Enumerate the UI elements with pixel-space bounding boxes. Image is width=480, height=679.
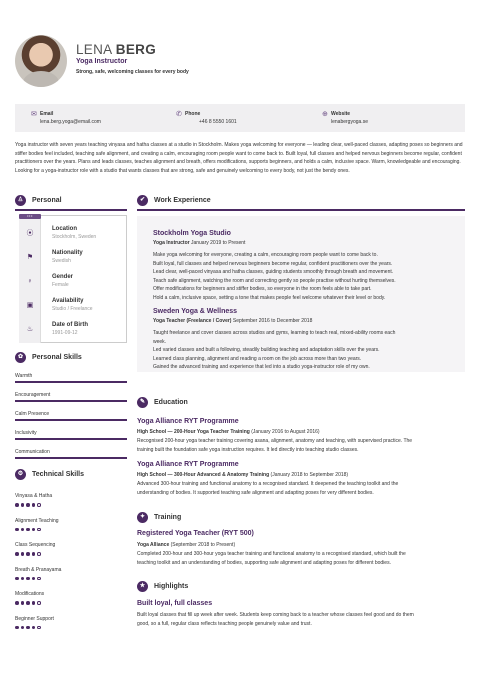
rating-dot [26, 503, 30, 507]
gear-icon: ⚙ [15, 469, 26, 480]
education-title: Yoga Alliance RYT Programme [137, 461, 239, 468]
skill-rating [15, 528, 41, 532]
personal-skills-heading: ✿ Personal Skills [15, 352, 82, 363]
rating-dot [32, 601, 36, 605]
briefcase-icon: ✔ [137, 195, 148, 206]
skills-icon: ✿ [15, 352, 26, 363]
rating-dot [21, 626, 25, 630]
personal-tab: ••• [19, 214, 41, 219]
rating-dot [26, 528, 30, 532]
technical-skill-name: Breath & Pranayama [15, 566, 62, 573]
globe-icon: ⊕ [322, 111, 328, 118]
education-sub: High School — 300-Hour Advanced & Anatomy Training (January 2018 to September 2018) [137, 472, 349, 478]
rating-dot [37, 528, 41, 532]
skill-rating [15, 626, 41, 630]
job-employer: Stockholm Yoga Studio [153, 230, 231, 237]
rating-dot [21, 503, 25, 507]
technical-skill-name: Modifications [15, 591, 45, 597]
highlights-heading: ★ Highlights [137, 581, 188, 592]
graduation-cap-icon: ✎ [137, 397, 148, 408]
technical-skill-name: Alignment Teaching [15, 517, 59, 524]
rating-dot [21, 552, 25, 556]
rating-dot [15, 626, 19, 630]
personal-location: Location Stockholm, Sweden [52, 226, 97, 240]
technical-skills-heading: ⚙ Technical Skills [15, 469, 84, 480]
personal-skill-item: Inclusivity [15, 430, 127, 436]
rating-dot [26, 552, 30, 556]
education-description: Recognised 200-hour yoga teacher training covering asana, alignment, anatomy and teaching, with supervised practice. The training built the foundation safe yoga instruction requires. It led directly into teaching studio classes. [137, 438, 413, 453]
rating-dot [15, 552, 19, 556]
training-heading: ✦ Training [137, 512, 181, 523]
personal-heading: ♙ Personal [15, 195, 62, 206]
rating-dot [21, 528, 25, 532]
certificate-icon: ✦ [137, 512, 148, 523]
envelope-icon: ✉ [31, 111, 37, 118]
rating-dot [32, 626, 36, 630]
person-icon: ♙ [15, 195, 26, 206]
rating-dot [32, 528, 36, 532]
highlight-title: Built loyal, full classes [137, 600, 213, 607]
personal-skill-item: Calm Presence [15, 411, 127, 417]
personal-skill-item: Communication [15, 449, 127, 455]
technical-skill-name: Beginner Support [15, 615, 54, 622]
star-icon: ★ [137, 581, 148, 592]
rating-dot [37, 601, 41, 605]
contact-website: ⊕ Website lenabergyoga.se [322, 111, 368, 125]
contact-phone: ✆ Phone +46 8 5550 1601 [176, 111, 237, 125]
phone-link[interactable]: +46 8 5550 1601 [199, 119, 237, 125]
rating-dot [37, 577, 41, 581]
rating-dot [37, 552, 41, 556]
training-title: Registered Yoga Teacher (RYT 500) [137, 530, 254, 537]
skill-rating [15, 552, 41, 556]
rating-dot [15, 503, 19, 507]
contact-email: ✉ Email lena.berg.yoga@email.com [31, 111, 101, 125]
rating-dot [32, 577, 36, 581]
job-employer: Sweden Yoga & Wellness [153, 308, 238, 315]
profile-photo [15, 35, 67, 87]
rating-dot [21, 601, 25, 605]
rating-dot [26, 626, 30, 630]
rating-dot [15, 601, 19, 605]
personal-nationality: Nationality Swedish [52, 250, 83, 264]
rating-dot [32, 503, 36, 507]
training-sub: Yoga Alliance (September 2018 to Present) [137, 542, 236, 548]
education-description: Advanced 300-hour training and functional anatomy to a recognised standard. It deepened the teaching toolkit and the understanding of bodies. It supported teaching safe alignment and adapting poses for very different bodies. [137, 481, 399, 496]
rating-dot [37, 626, 41, 630]
tagline: Strong, safe, welcoming classes for every body [76, 69, 189, 75]
job-description: Taught freelance and cover classes across studios and gyms, learning to teach real, mixed-ability rooms each week. Led varied classes and built a following, steadily building teaching and adaptation skills over the years. Learned class planning, alignment and reading a room on the job across more than two years. Gained the advanced training and experience that led into a studio yoga-instructor role of my own. [153, 330, 396, 371]
personal-skill-item: Warmth [15, 373, 127, 379]
profile-summary: Yoga instructor with seven years teaching vinyasa and hatha classes at a studio in Stockholm. Makes yoga welcoming for everyone — leading clear, well-paced classes, adapting poses so beginners and stiffer bodies feel included, teaching safe alignment, and creating a calm, encouraging room people want to come back to. Built loyal, full classes and helped nervous beginners become regular, confident practitioners over the years. Plans and leads classes, teaches alignment and breath, offers modifications, supports beginners, and holds a calm, inclusive space. Warm, knowledgeable and encouraging. Looking for a yoga-instructor role with a studio that wants classes that are strong, safe and genuinely welcoming to every body, not just the bendy ones. [15, 142, 463, 174]
skill-rating [15, 503, 41, 507]
skill-rating [15, 577, 41, 581]
rating-dot [37, 503, 41, 507]
cake-icon: ♨ [26, 326, 34, 333]
personal-skill-item: Encouragement [15, 392, 127, 398]
personal-dob: Date of Birth 1991-09-12 [52, 322, 88, 336]
education-heading: ✎ Education [137, 397, 188, 408]
technical-skill-name: Vinyasa & Hatha [15, 493, 53, 499]
skill-rating [15, 601, 41, 605]
gender-icon: ♀ [27, 278, 33, 285]
personal-gender: Gender Female [52, 274, 74, 288]
training-description: Completed 200-hour and 300-hour yoga teacher training and functional anatomy to a recognised standard, which built the teaching toolkit and an understanding of bodies, supporting safe alignment and adapting poses for different bodies. [137, 551, 406, 566]
job-description: Make yoga welcoming for everyone, creating a calm, encouraging room people want to come back to. Built loyal, full classes and helped nervous beginners become regular, confident practitioners over the years. Lead clear, well-paced vinyasa and hatha classes, guiding students smoothly through breath and movement. Teach safe alignment, watching the room and correcting gently so people practise without hurting themselves. Offer modifications for beginners and stiffer bodies, so everyone in the room feels able to take part. Hold a calm, inclusive space, setting a tone that makes people feel welcome whatever their level or body. [153, 252, 396, 301]
phone-icon: ✆ [176, 111, 182, 118]
job-role: Yoga Teacher (Freelance / Cover) September 2016 to December 2018 [153, 318, 313, 324]
personal-rule [15, 209, 127, 211]
rating-dot [15, 577, 19, 581]
website-link[interactable]: lenabergyoga.se [331, 119, 368, 125]
personal-availability: Availability Studio / Freelance [52, 298, 93, 312]
rating-dot [26, 601, 30, 605]
rating-dot [21, 577, 25, 581]
email-link[interactable]: lena.berg.yoga@email.com [40, 119, 101, 125]
job-title: Yoga Instructor [76, 58, 128, 65]
job-role: Yoga Instructor January 2019 to Present [153, 240, 246, 246]
rating-dot [26, 577, 30, 581]
flag-icon: ⚑ [26, 254, 34, 261]
rating-dot [32, 552, 36, 556]
briefcase-icon: ▣ [26, 302, 34, 309]
rating-dot [15, 528, 19, 532]
candidate-name: LENA BERG [76, 42, 157, 57]
work-heading: ✔ Work Experience [137, 195, 211, 206]
work-rule [137, 209, 465, 211]
location-pin-icon: ⦿ [26, 230, 34, 237]
education-title: Yoga Alliance RYT Programme [137, 418, 239, 425]
technical-skill-name: Class Sequencing [15, 542, 56, 548]
highlight-description: Built loyal classes that fill up week after week. Students keep coming back to a teacher whose classes feel good and do them good, so a full, regular class reflects teaching people genuinely value and trust. [137, 612, 414, 627]
education-sub: High School — 200-Hour Yoga Teacher Training (January 2016 to August 2016) [137, 429, 320, 435]
